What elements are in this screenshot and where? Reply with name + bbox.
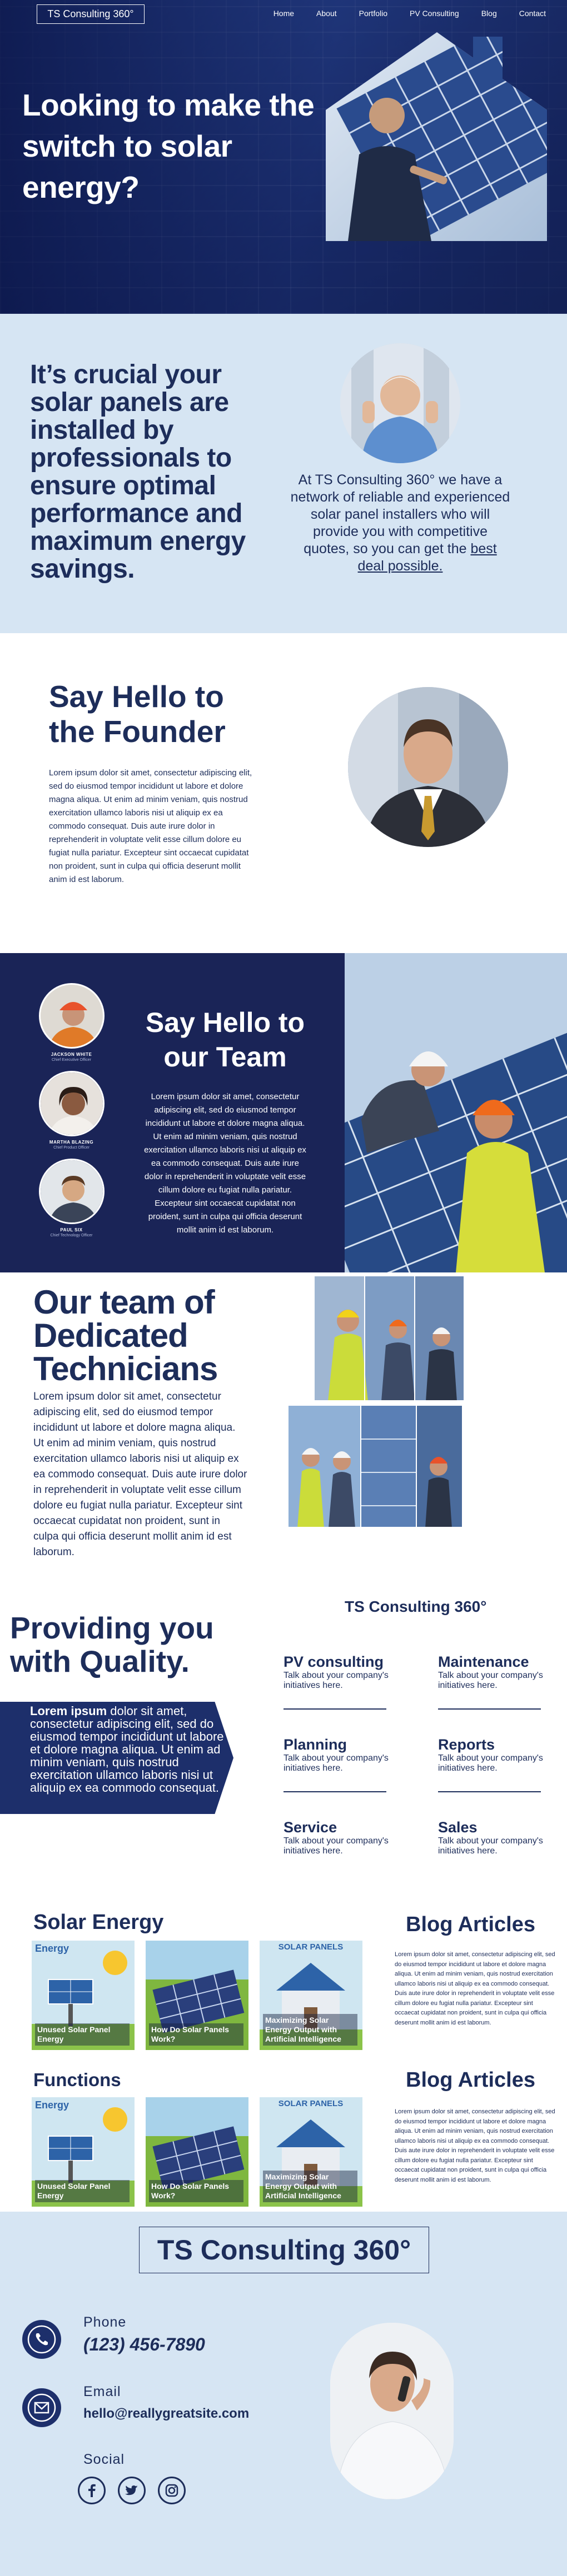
service-item bbox=[284, 1736, 395, 1792]
technician-photo bbox=[314, 1276, 464, 1401]
articles-section bbox=[0, 1897, 567, 2212]
team-member-avatar bbox=[39, 983, 105, 1049]
team-member-card bbox=[37, 1159, 106, 1237]
service-title: PV consulting bbox=[284, 1653, 384, 1670]
quality-banner-text bbox=[30, 1705, 230, 1794]
service-title: Planning bbox=[284, 1736, 347, 1753]
blog-article-text: Lorem ipsum dolor sit amet, consectetur adipiscing elit, sed do eiusmod tempor incididunt ut labore et dolore magna aliqua. Ut enim ad minim veniam, quis nostrud exercitation ullamco laboris nisi ut aliquip ex ea commodo consequat. Duis aute irure dolor in reprehenderit in voluptate velit esse cillum dolore eu fugiat nulla pariatur. Excepteur sint occaecat cupidatat non proident, sunt in culpa qui officia deserunt mollit anim id est laborum. bbox=[395, 1951, 555, 2026]
service-item bbox=[438, 1653, 549, 1710]
service-item bbox=[284, 1653, 395, 1710]
instagram-icon[interactable] bbox=[158, 2477, 186, 2504]
phone-icon bbox=[22, 2320, 61, 2359]
service-item bbox=[438, 1736, 549, 1792]
article-card[interactable] bbox=[260, 2097, 362, 2207]
blog-article-text: Lorem ipsum dolor sit amet, consectetur adipiscing elit, sed do eiusmod tempor incididunt ut labore et dolore magna aliqua. Ut enim ad minim veniam, quis nostrud exercitation ullamco laboris nisi ut aliquip ex ea commodo consequat. Duis aute irure dolor in reprehenderit in voluptate velit esse cillum dolore eu fugiat nulla pariatur. Excepteur sint occaecat cupidatat non proident, sunt in culpa qui officia deserunt mollit anim id est laborum. bbox=[395, 2108, 555, 2183]
founder-title: Say Hello to the Founder bbox=[49, 679, 226, 749]
facebook-icon[interactable] bbox=[78, 2477, 106, 2504]
technician-photo bbox=[288, 1405, 462, 1527]
hero-title: Looking to make the switch to solar energy? bbox=[22, 88, 315, 204]
card-tag: SOLAR PANELS bbox=[278, 1942, 344, 1952]
nav-pv-consulting[interactable]: PV Consulting bbox=[410, 9, 459, 18]
service-title: Maintenance bbox=[438, 1653, 529, 1670]
founder-section bbox=[0, 633, 567, 953]
team-title: Say Hello to our Team bbox=[145, 1007, 305, 1073]
hero-section bbox=[0, 0, 567, 314]
service-desc: Talk about your company's initiatives here. bbox=[438, 1836, 543, 1856]
service-title: Reports bbox=[438, 1736, 495, 1753]
card-tag: Energy bbox=[35, 2099, 69, 2111]
team-member-card bbox=[37, 983, 106, 1062]
service-item bbox=[438, 1818, 549, 1856]
nav-blog[interactable]: Blog bbox=[481, 9, 497, 18]
site-logo[interactable]: TS Consulting 360° bbox=[37, 4, 145, 24]
installers-text bbox=[289, 472, 511, 575]
nav-contact[interactable]: Contact bbox=[519, 9, 546, 18]
team-member-role: Chief Product Officer bbox=[53, 1146, 89, 1150]
article-card[interactable] bbox=[260, 1941, 362, 2050]
article-card-caption: Maximizing Solar Energy Output with Artificial Intelligence bbox=[263, 2171, 357, 2202]
card-tag: Energy bbox=[35, 1943, 69, 1954]
nav-home[interactable]: Home bbox=[273, 9, 295, 18]
service-desc: Talk about your company's initiatives here. bbox=[284, 1836, 389, 1856]
twitter-icon[interactable] bbox=[118, 2477, 146, 2504]
team-member-avatar bbox=[39, 1159, 105, 1224]
phone-label: Phone bbox=[83, 2314, 127, 2330]
team-member-name: PAUL SIX bbox=[60, 1227, 83, 1232]
team-section bbox=[0, 953, 567, 1272]
team-text: Lorem ipsum dolor sit amet, consectetur adipiscing elit, sed do eiusmod tempor incididunt ut labore et dolore magna aliqua. Ut enim ad minim veniam, quis nostrud exercitation ullamco laboris nisi ut aliquip ex ea commodo consequat. Duis aute irure dolor in reprehenderit in voluptate velit esse cillum dolore eu fugiat nulla pariatur. Excepteur sint occaecat cupidatat non proident, sunt in culpa qui officia deserunt mollit anim id est laborum. bbox=[144, 1092, 306, 1235]
team-member-card bbox=[37, 1071, 106, 1150]
installers-text-body: At TS Consulting 360° we have a network of reliable and experienced solar panel installers who will provide you with competitive quotes, so you can get the bbox=[290, 472, 510, 557]
article-card-caption: Maximizing Solar Energy Output with Artificial Intelligence bbox=[263, 2014, 357, 2046]
house-solar-image bbox=[326, 32, 547, 241]
service-desc: Talk about your company's initiatives here. bbox=[438, 1753, 543, 1773]
team-member-name: JACKSON WHITE bbox=[51, 1052, 92, 1057]
founder-photo bbox=[348, 687, 508, 847]
phone-value[interactable]: (123) 456-7890 bbox=[83, 2334, 205, 2354]
article-card-caption: Unused Solar Panel Energy bbox=[35, 2023, 130, 2046]
service-title: Sales bbox=[438, 1819, 478, 1836]
card-tag: SOLAR PANELS bbox=[278, 2099, 344, 2108]
solar-energy-title: Solar Energy bbox=[33, 1911, 164, 1934]
article-card[interactable] bbox=[32, 2097, 135, 2207]
article-card-caption: Unused Solar Panel Energy bbox=[35, 2180, 130, 2202]
service-divider bbox=[438, 1708, 541, 1710]
article-card[interactable] bbox=[32, 1941, 135, 2050]
blog-articles-title: Blog Articles bbox=[406, 1913, 535, 1936]
contact-person-photo bbox=[330, 2323, 454, 2499]
service-item bbox=[284, 1818, 395, 1856]
service-divider bbox=[284, 1791, 386, 1792]
team-solar-photo bbox=[345, 953, 567, 1272]
email-value[interactable]: hello@reallygreatsite.com bbox=[83, 2406, 250, 2421]
quality-title: Providing you with Quality. bbox=[10, 1611, 214, 1678]
article-card[interactable] bbox=[146, 1941, 248, 2050]
functions-title: Functions bbox=[33, 2069, 121, 2090]
nav-portfolio[interactable]: Portfolio bbox=[359, 9, 387, 18]
article-card-caption: How Do Solar Panels Work? bbox=[149, 2180, 243, 2202]
service-desc: Talk about your company's initiatives here. bbox=[284, 1671, 389, 1690]
installers-section bbox=[0, 314, 567, 633]
team-member-role: Chief Technology Officer bbox=[50, 1234, 93, 1237]
team-member-role: Chief Executive Officer bbox=[51, 1058, 92, 1062]
email-icon bbox=[22, 2388, 61, 2427]
article-card[interactable] bbox=[146, 2097, 248, 2207]
team-member-name: MARTHA BLAZING bbox=[49, 1140, 94, 1145]
quality-brand: TS Consulting 360° bbox=[345, 1598, 487, 1615]
quality-banner-body: dolor sit amet, consectetur adipiscing elit, sed do eiusmod tempor incididunt ut labore et dolore magna aliqua. Ut enim ad minim veniam, quis nostrud exercitation ullamco laboris nisi ut aliquip ex ea commodo consequat. bbox=[30, 1704, 224, 1795]
technicians-title: Our team of Dedicated Technicians bbox=[33, 1284, 218, 1387]
best-deal-link[interactable]: best deal possible. bbox=[357, 541, 497, 574]
team-member-avatar bbox=[39, 1071, 105, 1136]
article-card-caption: How Do Solar Panels Work? bbox=[149, 2023, 243, 2046]
contact-brand: TS Consulting 360° bbox=[139, 2227, 429, 2273]
social-label: Social bbox=[83, 2452, 125, 2467]
founder-text: Lorem ipsum dolor sit amet, consectetur adipiscing elit, sed do eiusmod tempor incididunt ut labore et dolore magna aliqua. Ut enim ad minim veniam, quis nostrud exercitation ullamco laboris nisi ut aliquip ex ea commodo consequat. Duis aute irure dolor in reprehenderit in voluptate velit esse cillum dolore eu fugiat nulla pariatur. Excepteur sint occaecat cupidatat non proident, sunt in culpa qui officia deserunt mollit anim id est laborum. bbox=[49, 768, 252, 884]
service-desc: Talk about your company's initiatives here. bbox=[438, 1671, 543, 1690]
installers-title: It’s crucial your solar panels are installed by professionals to ensure optimal performance and maximum energy savings. bbox=[30, 360, 246, 584]
blog-articles-title: Blog Articles bbox=[406, 2068, 535, 2092]
happy-customer-photo bbox=[340, 343, 460, 463]
nav-about[interactable]: About bbox=[316, 9, 337, 18]
email-label: Email bbox=[83, 2384, 121, 2399]
contact-section bbox=[0, 2212, 567, 2576]
main-nav bbox=[273, 9, 546, 18]
quality-banner-bold: Lorem ipsum bbox=[30, 1704, 107, 1718]
technicians-text: Lorem ipsum dolor sit amet, consectetur adipiscing elit, sed do eiusmod tempor incididunt ut labore et dolore magna aliqua. Ut enim ad minim veniam, quis nostrud exercitation ullamco laboris nisi ut aliquip ex ea commodo consequat. Duis aute irure dolor in reprehenderit in voluptate velit esse cillum dolore eu fugiat nulla pariatur. Excepteur sint occaecat cupidatat non proident, sunt in culpa qui officia deserunt mollit anim id est laborum. bbox=[33, 1391, 247, 1558]
quality-section bbox=[0, 1583, 567, 1897]
service-divider bbox=[438, 1791, 541, 1792]
service-divider bbox=[284, 1708, 386, 1710]
technicians-section bbox=[0, 1272, 567, 1583]
service-title: Service bbox=[284, 1819, 337, 1836]
service-desc: Talk about your company's initiatives here. bbox=[284, 1753, 389, 1773]
